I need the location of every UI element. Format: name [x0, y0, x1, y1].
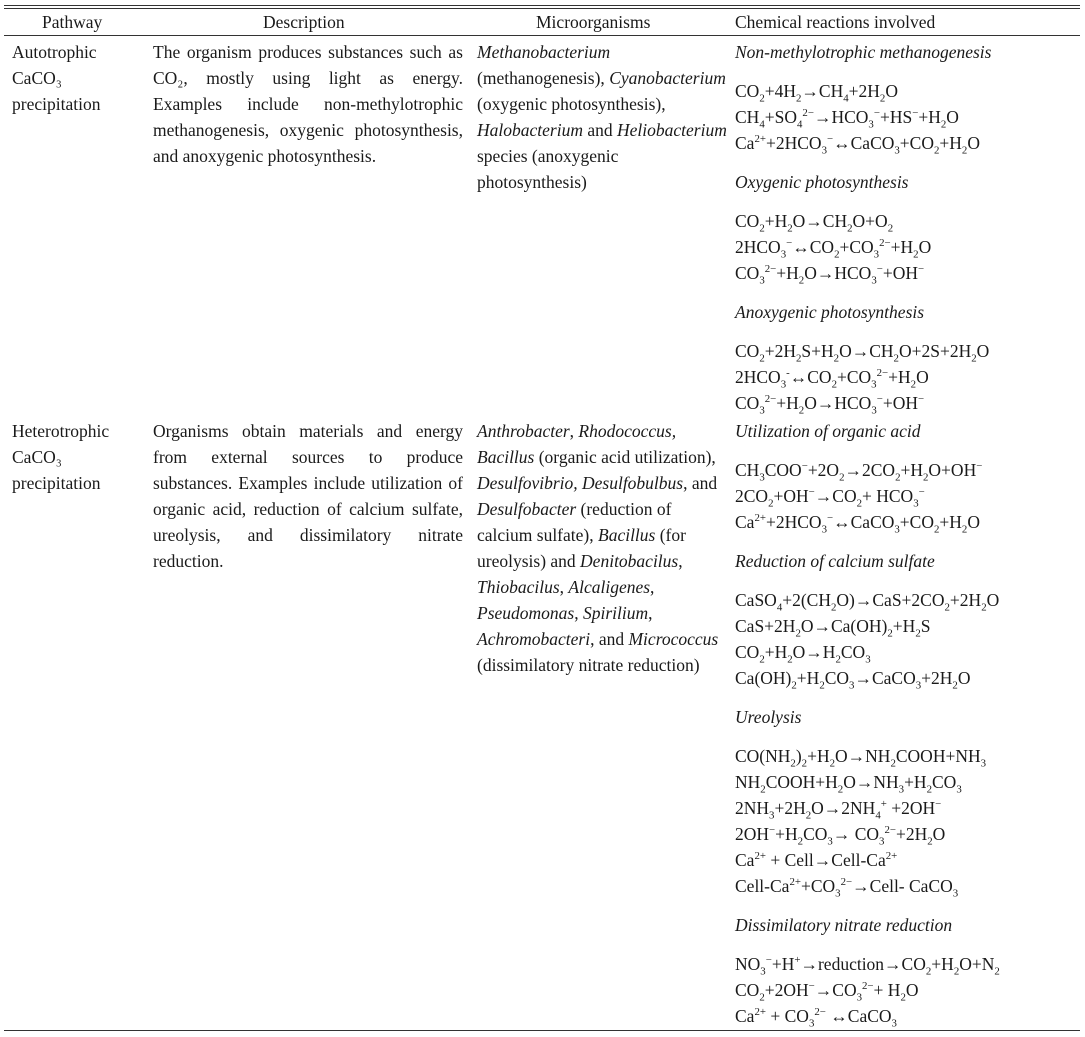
reaction-group-title: Dissimilatory nitrate reduction: [735, 915, 953, 935]
reaction-equation: $CH_3COO^-+2O_2\to 2CO_2+H_2O+OH^-$: [735, 460, 983, 484]
organism-note: species (anoxygenic photosynthesis): [477, 146, 619, 192]
reaction-equation: $2HCO_3^-\leftrightarrow CO_2+CO_3^{2-}+H_2O$: [735, 237, 932, 261]
group-spacer: [735, 156, 1075, 169]
pathway-line: precipitation: [12, 94, 101, 114]
reaction-equation: $NH_2COOH+H_2O\to NH_3+H_2CO_3$: [735, 772, 962, 796]
reactions-cell-heterotrophic: [735, 418, 1075, 1029]
reaction-equation: $CO_2+4H_2\to CH_4+2H_2O$: [735, 81, 898, 105]
reaction-equation: $Ca^{2+}+2HCO_3^-\leftrightarrow CaCO_3+CO_2+H_2O$: [735, 512, 980, 536]
microorganisms-cell-heterotrophic: [477, 418, 727, 678]
organism-note: ,: [559, 577, 569, 597]
organism-name: Anthrobacter: [477, 421, 570, 441]
reactions-cell-autotrophic: [735, 39, 1075, 416]
reaction-equation: $CaSO_4+2(CH_2O)\to CaS+2CO_2+2H_2O$: [735, 590, 1000, 614]
reaction-equation: $CO_2+H_2O\to H_2CO_3$: [735, 642, 871, 666]
pathway-cell-autotrophic: [12, 39, 147, 117]
organism-note: (organic acid utilization),: [534, 447, 716, 467]
reaction-group-title: Utilization of organic acid: [735, 421, 921, 441]
description-cell-autotrophic: The organism produces substances such as CO₂, mostly using light as energy. Examples include non-methylotrophic methanogenesis, oxygenic photosynthesis, and anoxygenic photosynthesis.: [153, 42, 463, 166]
header-rule: [4, 35, 1080, 36]
organism-name: Bacillus: [598, 525, 656, 545]
pathway-line: precipitation: [12, 473, 101, 493]
title-spacer: [735, 730, 1075, 743]
organism-name: Rhodococcus, Bacillus: [477, 421, 677, 467]
reaction-equation: $Ca^{2+}+2HCO_3^-\leftrightarrow CaCO_3+CO_2+H_2O$: [735, 133, 980, 157]
group-spacer: [735, 899, 1075, 912]
organism-note: (for ureolysis) and: [477, 525, 686, 571]
title-spacer: [735, 938, 1075, 951]
group-spacer: [735, 691, 1075, 704]
reaction-equation: $2OH^-+H_2CO_3\to CO_3^{2-}+2H_2O$: [735, 824, 946, 848]
organism-note: ,: [648, 603, 653, 623]
description-cell-heterotrophic: Organisms obtain materials and energy from external sources to produce substances. Examples include utilization of organic acid, reduction of calcium sulfate, ureolysis, and dissimilatory nitrate reduction.: [153, 421, 463, 571]
reaction-equation: $CO_3^{2-}+H_2O\to HCO_3^-+OH^-$: [735, 393, 925, 417]
organism-name: Alcaligenes: [568, 577, 651, 597]
reaction-group-title: Oxygenic photosynthesis: [735, 172, 909, 192]
organism-note: (methanogenesis),: [477, 68, 610, 88]
organism-note: (reduction of calcium sulfate),: [477, 499, 672, 545]
reaction-equation: $2CO_2+OH^-\to CO_2+ HCO_3^-$: [735, 486, 925, 510]
reaction-equation: $NO_3^-+H^+\to reduction\to CO_2+H_2O+N_2$: [735, 954, 1000, 978]
title-spacer: [735, 65, 1075, 78]
pathway-cell-heterotrophic: [12, 418, 147, 496]
group-spacer: [735, 286, 1075, 299]
organism-name: Cyanobacterium: [609, 68, 726, 88]
organism-name: Heliobacterium: [617, 120, 727, 140]
reaction-equation: $CH_4+SO_4^{2-}\to HCO_3^-+HS^-+H_2O$: [735, 107, 959, 131]
pathway-line: CaCO₃: [12, 68, 62, 88]
organism-name: Micrococcus: [628, 629, 719, 649]
title-spacer: [735, 574, 1075, 587]
reaction-equation: $CO_2+2OH^-\to CO_3^{2-}+ H_2O$: [735, 980, 919, 1004]
reaction-equation: $CaS+2H_2O\to Ca(OH)_2+H_2S$: [735, 616, 931, 640]
title-spacer: [735, 325, 1075, 338]
reaction-group-title: Non-methylotrophic methanogenesis: [735, 42, 992, 62]
organism-note: (oxygenic photosynthesis),: [477, 94, 666, 114]
organism-name: Pseudomonas: [477, 603, 575, 623]
organism-note: ,: [650, 577, 655, 597]
header-pathway: Pathway: [42, 12, 103, 32]
header-microorganisms: Microorganisms: [536, 12, 651, 32]
reaction-equation: $CO_2+H_2O\to CH_2O+O_2$: [735, 211, 894, 235]
pathway-line: CaCO₃: [12, 447, 62, 467]
reaction-equation: Cell-$Ca^{2+}+CO_3^{2-}\to Cell-$ CaCO$_3$: [735, 876, 959, 900]
pathway-line: Heterotrophic: [12, 421, 110, 441]
title-spacer: [735, 444, 1075, 457]
organism-note: ,: [569, 421, 579, 441]
reaction-group-title: Anoxygenic photosynthesis: [735, 302, 925, 322]
header-reactions: Chemical reactions involved: [735, 12, 936, 32]
title-spacer: [735, 195, 1075, 208]
reaction-equation: $Ca^{2+} + CO_3^{2-}$ ↔CaCO$_3$: [735, 1006, 897, 1030]
organism-name: Halobacterium: [477, 120, 583, 140]
reaction-group-title: Reduction of calcium sulfate: [735, 551, 935, 571]
organism-name: Spirilium: [582, 603, 649, 623]
reaction-group-title: Ureolysis: [735, 707, 802, 727]
organism-note: , and: [683, 473, 718, 493]
pathway-line: Autotrophic: [12, 42, 97, 62]
organism-name: Desulfovibrio, Desulfobulbus: [477, 473, 684, 493]
table-top-rule-double: [4, 8, 1080, 9]
reaction-equation: $CO(NH_2)_2+H_2O\to NH_2COOH+NH_3$: [735, 746, 987, 770]
header-description: Description: [263, 12, 345, 32]
organism-name: Achromobacteri: [477, 629, 591, 649]
reaction-equation: $CO_2+2H_2S+H_2O\to CH_2O+2S+2H_2O$: [735, 341, 990, 365]
organism-name: Desulfobacter: [477, 499, 577, 519]
organism-name: Methanobacterium: [477, 42, 611, 62]
reaction-equation: $Ca^{2+}$ + $Cell\to Cell-Ca^{2+}$: [735, 850, 898, 870]
microorganisms-cell-autotrophic: [477, 39, 727, 195]
table-top-rule: [4, 5, 1080, 6]
organism-name: Thiobacilus: [477, 577, 560, 597]
organism-name: Denitobacilus: [580, 551, 679, 571]
table-bottom-rule: [4, 1030, 1080, 1031]
group-spacer: [735, 535, 1075, 548]
reaction-equation: $Ca(OH)_2+H_2CO_3\to CaCO_3+2H_2O$: [735, 668, 971, 692]
reaction-equation: $2NH_3+2H_2O\to 2NH_4^+ +2OH^-$: [735, 798, 942, 822]
organism-note: (dissimilatory nitrate reduction): [477, 655, 700, 675]
reaction-equation: $2HCO_3^-\leftrightarrow CO_2+CO_3^{2-}+H_2O$: [735, 367, 929, 391]
organism-note: ,: [678, 551, 683, 571]
organism-note: and: [582, 120, 617, 140]
organism-note: , and: [590, 629, 629, 649]
reaction-equation: $CO_3^{2-}+H_2O\to HCO_3^-+OH^-$: [735, 263, 925, 287]
organism-note: ,: [574, 603, 583, 623]
